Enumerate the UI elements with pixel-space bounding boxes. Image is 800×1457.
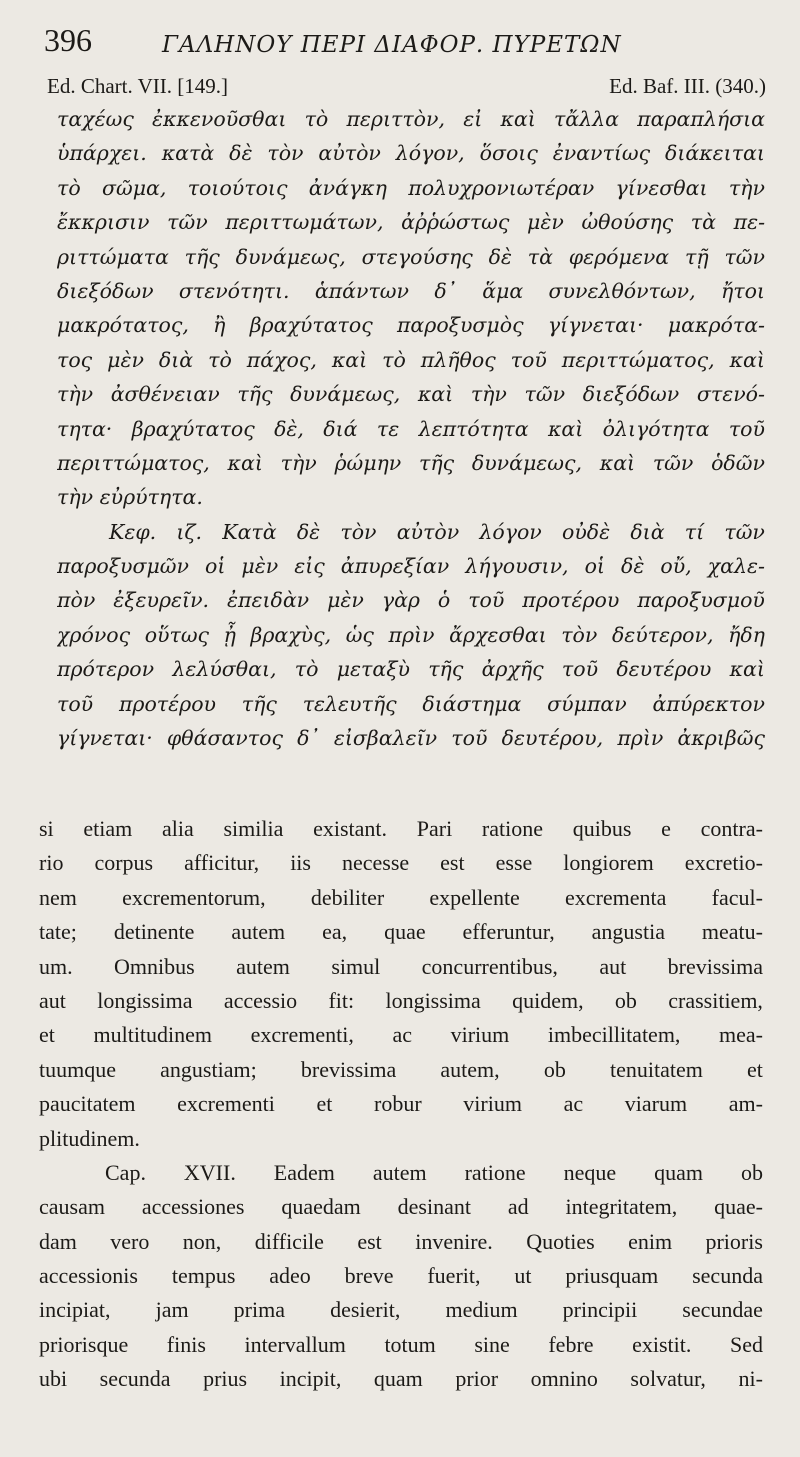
latin-line: ubi secunda prius incipit, quam prior omnino solvatur, ni-: [39, 1366, 763, 1392]
greek-line: ταχέως ἐκκενοῦσθαι τὸ περιττὸν, εἰ καὶ τἄλλα παραπλήσια: [57, 107, 765, 131]
greek-line: τος μὲν διὰ τὸ πάχος, καὶ τὸ πλῆθος τοῦ περιττώματος, καὶ: [57, 347, 765, 372]
latin-line: um. Omnibus autem simul concurrentibus, aut brevissima: [39, 953, 763, 979]
latin-line: tate; detinente autem ea, quae efferuntur, angustia meatu-: [39, 919, 763, 945]
greek-line: πὸν ἐξευρεῖν. ἐπειδὰν μὲν γὰρ ὁ τοῦ προτέρου παροξυσμοῦ: [57, 588, 765, 613]
greek-line: πρότερον λελύσθαι, τὸ μεταξὺ τῆς ἀρχῆς τοῦ δευτέρου καὶ: [57, 657, 765, 682]
greek-line: μακρότατος, ἢ βραχύτατος παροξυσμὸς γίγνεται· μακρότα-: [57, 313, 765, 338]
latin-text-block: [39, 812, 763, 1397]
greek-line: παροξυσμῶν οἱ μὲν εἰς ἀπυρεξίαν λήγουσιν, οἱ δὲ οὔ, χαλε-: [57, 554, 765, 579]
latin-line: et multitudinem excrementi, ac virium imbecillitatem, mea-: [39, 1022, 763, 1048]
latin-line: accessionis tempus adeo breve fuerit, ut priusquam secunda: [39, 1263, 763, 1289]
latin-line: paucitatem excrementi et robur virium ac viarum am-: [39, 1091, 763, 1117]
greek-line: ὑπάρχει. κατὰ δὲ τὸν αὐτὸν λόγον, ὅσοις ἐναντίως διάκειται: [57, 141, 765, 166]
latin-line: causam accessiones quaedam desinant ad integritatem, quae-: [39, 1194, 763, 1220]
latin-line: plitudinem.: [39, 1125, 140, 1151]
greek-line: ριττώματα τῆς δυνάμεως, στεγούσης δὲ τὰ φερόμενα τῇ τῶν: [57, 244, 765, 269]
latin-line: priorisque finis intervallum totum sine febre existit. Sed: [39, 1331, 763, 1357]
greek-text-block: [57, 102, 765, 755]
latin-line: dam vero non, difficile est invenire. Quoties enim prioris: [39, 1228, 763, 1254]
edition-reference-right: Ed. Baf. III. (340.): [609, 74, 766, 98]
greek-line: χρόνος οὕτως ᾖ βραχὺς, ὡς πρὶν ἄρχεσθαι τὸν δεύτερον, ἤδη: [57, 622, 765, 647]
running-title: ΓΑΛΗΝΟΥ ΠΕΡΙ ΔΙΑΦΟΡ. ΠΥΡΕΤΩΝ: [162, 32, 622, 58]
greek-line: γίγνεται· φθάσαντος δ᾽ εἰσβαλεῖν τοῦ δευτέρου, πρὶν ἀκριβῶς: [57, 726, 765, 751]
greek-line: περιττώματος, καὶ τὴν ῥώμην τῆς δυνάμεως, καὶ τῶν ὁδῶν: [57, 450, 765, 475]
greek-line: τητα· βραχύτατος δὲ, διά τε λεπτότητα καὶ ὀλιγότητα τοῦ: [57, 416, 765, 441]
latin-line: aut longissima accessio fit: longissima quidem, ob crassitiem,: [39, 987, 763, 1013]
latin-line: incipiat, jam prima desierit, medium principii secundae: [39, 1297, 763, 1323]
greek-line: τὸ σῶμα, τοιούτοις ἀνάγκη πολυχρονιωτέραν γίνεσθαι τὴν: [57, 175, 765, 200]
edition-reference-left: Ed. Chart. VII. [149.]: [47, 74, 228, 98]
greek-line: τὴν ἀσθένειαν τῆς δυνάμεως, καὶ τὴν τῶν διεξόδων στενό-: [57, 382, 765, 407]
chapter-heading-latin: Cap. XVII. Eadem autem ratione neque quam ob: [105, 1159, 763, 1185]
greek-line: τὴν εὐρύτητα.: [57, 485, 203, 510]
page-number: 396: [44, 22, 92, 58]
greek-line: ἔκκρισιν τῶν περιττωμάτων, ἀῤῥώστως μὲν ὠθούσης τὰ πε-: [57, 210, 765, 235]
page-header: [44, 22, 764, 62]
greek-line: διεξόδων στενότητι. ἁπάντων δ᾽ ἅμα συνελθόντων, ἤτοι: [57, 278, 765, 303]
greek-line: τοῦ προτέρου τῆς τελευτῆς διάστημα σύμπαν ἀπύρεκτον: [57, 691, 765, 716]
latin-line: tuumque angustiam; brevissima autem, ob tenuitatem et: [39, 1056, 763, 1082]
latin-line: rio corpus afficitur, iis necesse est esse longiorem excretio-: [39, 850, 763, 876]
chapter-heading-greek: Κεφ. ιζ. Κατὰ δὲ τὸν αὐτὸν λόγον οὐδὲ διὰ τί τῶν: [109, 519, 765, 544]
latin-line: si etiam alia similia existant. Pari ratione quibus e contra-: [39, 816, 763, 841]
latin-line: nem excrementorum, debiliter expellente excrementa facul-: [39, 884, 763, 910]
